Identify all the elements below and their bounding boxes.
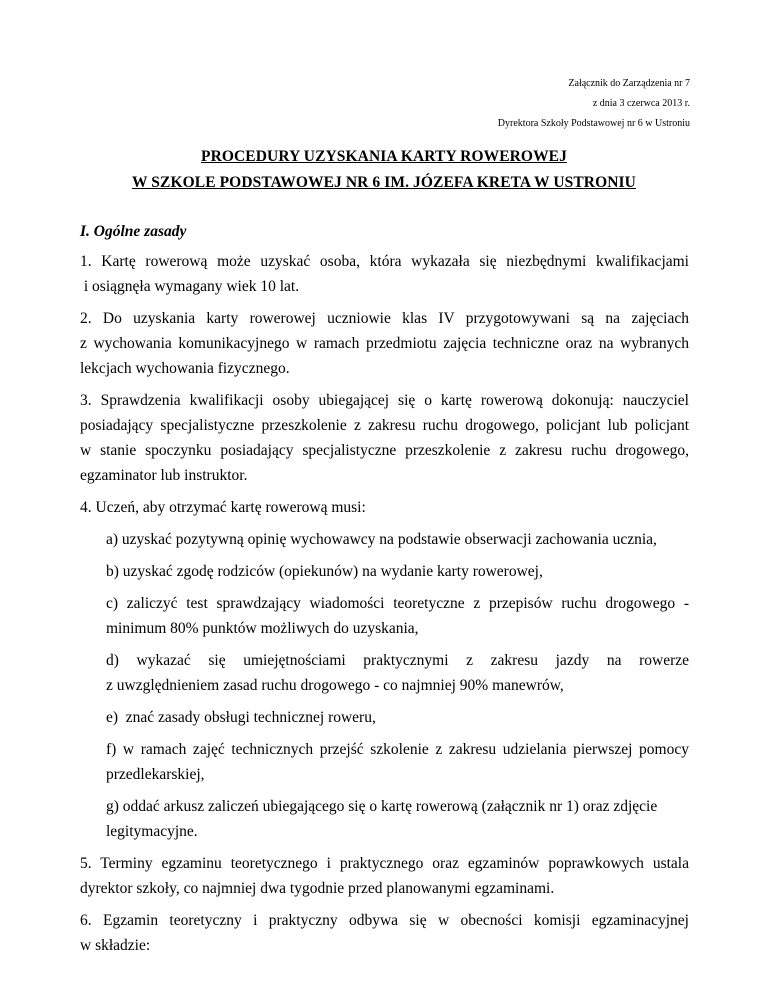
list-item-line: z uwzględnieniem zasad ruchu drogowego - co najmniej 90% manewrów, bbox=[106, 677, 564, 694]
document-title: PROCEDURY UZYSKANIA KARTY ROWEROWEJ bbox=[201, 148, 567, 165]
list-item-a bbox=[106, 527, 689, 552]
document-subtitle: W SZKOLE PODSTAWOWEJ NR 6 IM. JÓZEFA KRETA W USTRONIU bbox=[132, 174, 636, 191]
list-item-line: a) uzyskać pozytywną opinię wychowawcy na podstawie obserwacji zachowania ucznia, bbox=[106, 531, 657, 548]
list-item-c bbox=[106, 591, 689, 641]
paragraph-6 bbox=[80, 908, 689, 958]
list-item-b bbox=[106, 559, 689, 584]
paragraph-line: z wychowania komunikacyjnego w ramach przedmiotu zajęcia techniczne oraz na wybranych bbox=[80, 335, 689, 352]
paragraph-line: 2. Do uzyskania karty rowerowej uczniowie klas IV przygotowywani są na zajęciach bbox=[80, 310, 689, 327]
paragraph-line: i osiągnęła wymagany wiek 10 lat. bbox=[80, 278, 300, 295]
paragraph-2 bbox=[80, 306, 689, 381]
list-item-g bbox=[106, 794, 689, 844]
attachment-note bbox=[498, 74, 690, 134]
paragraph-5 bbox=[80, 851, 689, 901]
paragraph-line: 5. Terminy egzaminu teoretycznego i praktycznego oraz egzaminów poprawkowych ustala bbox=[80, 855, 689, 872]
paragraph-line: w stanie spoczynku posiadający specjalistyczne przeszkolenie z zakresu ruchu drogowego, bbox=[80, 442, 689, 459]
document-body bbox=[80, 249, 689, 965]
list-item-line: f) w ramach zajęć technicznych przejść szkolenie z zakresu udzielania pierwszej pomocy bbox=[106, 741, 689, 758]
paragraph-line: 1. Kartę rowerową może uzyskać osoba, która wykazała się niezbędnymi kwalifikacjami bbox=[80, 253, 689, 270]
paragraph-line: dyrektor szkoły, co najmniej dwa tygodnie przed planowanymi egzaminami. bbox=[80, 880, 555, 897]
paragraph-3 bbox=[80, 388, 689, 488]
list-item-line: przedlekarskiej, bbox=[106, 766, 205, 783]
list-item-line: e) znać zasady obsługi technicznej roweru, bbox=[106, 709, 376, 726]
list-item-line: c) zaliczyć test sprawdzający wiadomości teoretyczne z przepisów ruchu drogowego - bbox=[106, 595, 689, 612]
paragraph-line: egzaminator lub instruktor. bbox=[80, 467, 248, 484]
paragraph-line: 4. Uczeń, aby otrzymać kartę rowerową musi: bbox=[80, 499, 366, 516]
paragraph-line: lekcjach wychowania fizycznego. bbox=[80, 360, 290, 377]
list-item-line: minimum 80% punktów możliwych do uzyskania, bbox=[106, 620, 419, 637]
list-item-line: b) uzyskać zgodę rodziców (opiekunów) na wydanie karty rowerowej, bbox=[106, 563, 543, 580]
attachment-note-line: z dnia 3 czerwca 2013 r. bbox=[592, 98, 690, 109]
paragraph-line: w składzie: bbox=[80, 937, 151, 954]
attachment-note-line: Załącznik do Zarządzenia nr 7 bbox=[568, 78, 690, 89]
list-item-e bbox=[106, 705, 689, 730]
list-item-line: legitymacyjne. bbox=[106, 823, 198, 840]
attachment-note-line: Dyrektora Szkoły Podstawowej nr 6 w Ustroniu bbox=[497, 118, 690, 129]
paragraph-4 bbox=[80, 495, 689, 520]
paragraph-1 bbox=[80, 249, 689, 299]
paragraph-line: posiadający specjalistyczne przeszkolenie z zakresu ruchu drogowego, policjant lub policjant bbox=[80, 417, 689, 434]
list-item-line: d) wykazać się umiejętnościami praktycznymi z zakresu jazdy na rowerze bbox=[106, 652, 689, 669]
section-heading: I. Ogólne zasady bbox=[80, 223, 187, 240]
paragraph-line: 6. Egzamin teoretyczny i praktyczny odbywa się w obecności komisji egzaminacyjnej bbox=[80, 912, 689, 929]
list-item-line: g) oddać arkusz zaliczeń ubiegającego się o kartę rowerową (załącznik nr 1) oraz zdjęcie bbox=[106, 798, 658, 815]
list-item-f bbox=[106, 737, 689, 787]
paragraph-line: 3. Sprawdzenia kwalifikacji osoby ubiegającej się o kartę rowerową dokonują: nauczyciel bbox=[80, 392, 689, 409]
list-item-d bbox=[106, 648, 689, 698]
